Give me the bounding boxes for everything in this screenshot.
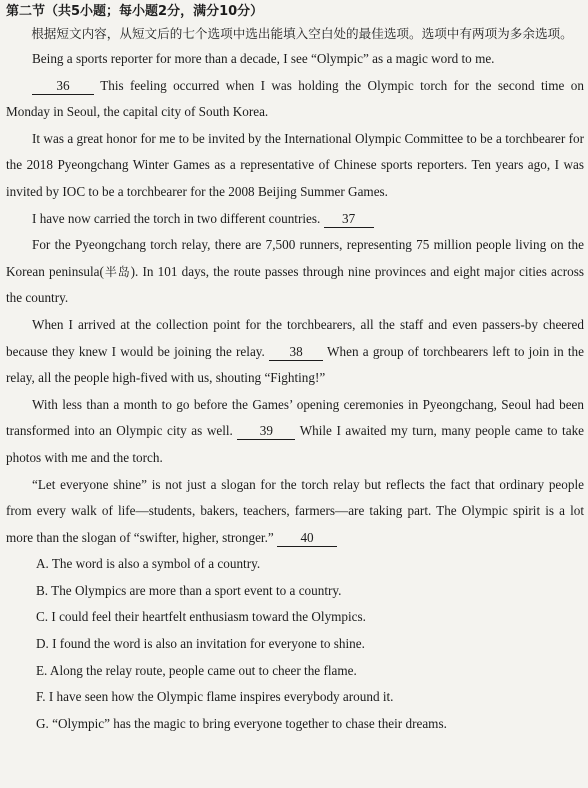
paragraph-5-chinese-gloss: 半岛 [103, 264, 131, 279]
paragraph-6-text-b: When a group of torchbearers left to join in the relay, all the people high-fived with us, shouting “Fighting!” [6, 343, 584, 386]
option-a[interactable]: A. The word is also a symbol of a country. [36, 556, 261, 572]
paragraph-2-text: This feeling occurred when I was holding the Olympic torch for the second time on Monday in Seoul, the capital city of South Korea. [6, 77, 584, 120]
option-f[interactable]: F. I have seen how the Olympic flame inspires everybody around it. [36, 689, 394, 705]
blank-39[interactable]: 39 [237, 423, 295, 440]
paragraph-8-text: “Let everyone shine” is not just a slogan for the torch relay but reflects the fact that ordinary people from every walk of life—students, bakers, teachers, farmers—are taking part. The Olympic spirit is a lot more than the slogan of “swifter, higher, stronger.” [6, 476, 584, 545]
paragraph-8 [6, 472, 584, 552]
option-g[interactable]: G. “Olympic” has the magic to bring everyone together to chase their dreams. [36, 715, 447, 731]
paragraph-2 [6, 73, 584, 126]
blank-40[interactable]: 40 [277, 530, 337, 547]
paragraph-7-text-a: With less than a month to go before the Games’ opening ceremonies in Pyeongchang, Seoul had been transformed into an Olympic city as well. [6, 396, 584, 439]
paragraph-6 [6, 312, 584, 392]
paragraph-6-text-a: When I arrived at the collection point for the torchbearers, all the staff and even passers-by cheered because they knew I would be joining the relay. [6, 316, 584, 359]
paragraph-7-text-b: While I awaited my turn, many people came to take photos with me and the torch. [6, 423, 585, 465]
paragraph-5-text-b: ). In 101 days, the route passes through nine provinces and eight major cities across the country. [6, 263, 584, 306]
option-b[interactable]: B. The Olympics are more than a sport event to a country. [36, 582, 342, 598]
options-list [6, 551, 584, 737]
paragraph-4-text: I have now carried the torch in two different countries. [32, 210, 321, 226]
blank-37[interactable]: 37 [324, 211, 374, 228]
paragraph-3: It was a great honor for me to be invited by the International Olympic Committee to be a torchbearer for the 2018 Pyeongchang Winter Games as a representative of Chinese sports reporters. Ten years ago, I was invited by IOC to be a torchbearer for the 2008 Beijing Summer Games. [6, 130, 584, 199]
paragraph-4 [6, 206, 584, 233]
paragraph-5 [6, 232, 584, 312]
instructions: 根据短文内容，从短文后的七个选项中选出能填入空白处的最佳选项。选项中有两项为多余选项。 [31, 26, 573, 41]
option-e[interactable]: E. Along the relay route, people came out to cheer the flame. [36, 662, 357, 678]
blank-36[interactable]: 36 [32, 78, 94, 95]
paragraph-7 [6, 392, 584, 472]
option-c[interactable]: C. I could feel their heartfelt enthusiasm toward the Olympics. [36, 609, 366, 625]
paragraph-5-text-a: For the Pyeongchang torch relay, there are 7,500 runners, representing 75 million people living on the Korean peninsula( [6, 237, 584, 279]
blank-38[interactable]: 38 [269, 344, 323, 361]
section-title: 第二节（共5小题；每小题2分，满分10分） [6, 4, 264, 19]
option-d[interactable]: D. I found the word is also an invitation for everyone to shine. [36, 636, 365, 652]
paragraph-1: Being a sports reporter for more than a decade, I see “Olympic” as a magic word to me. [32, 51, 495, 66]
